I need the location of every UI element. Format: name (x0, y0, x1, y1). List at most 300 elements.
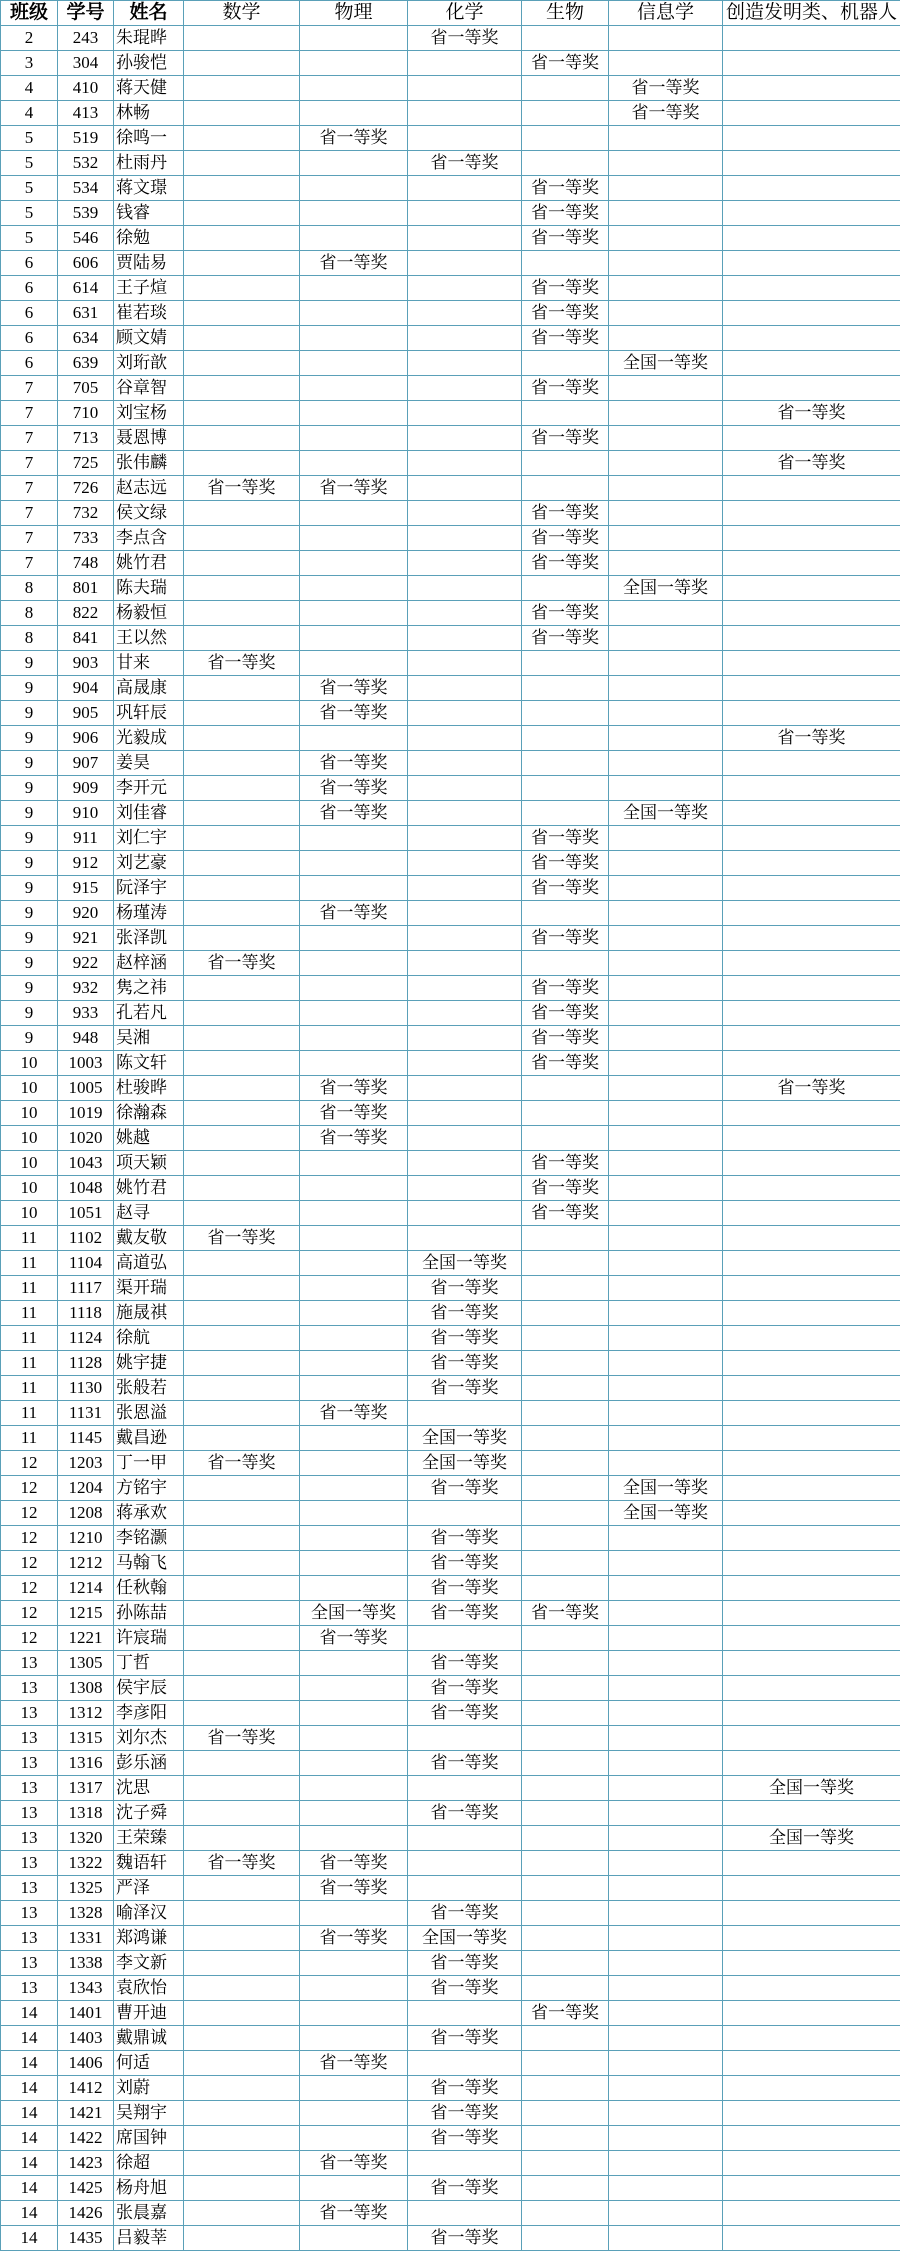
physics-award-cell (300, 276, 408, 301)
biology-award-cell (522, 1101, 609, 1126)
math-award-cell (184, 1676, 300, 1701)
student-id-cell: 1145 (58, 1426, 114, 1451)
informatics-award-cell (609, 726, 723, 751)
class-cell: 9 (1, 726, 58, 751)
invention-award-cell (723, 101, 900, 126)
biology-award-cell (522, 726, 609, 751)
physics-award-cell (300, 1176, 408, 1201)
math-award-cell (184, 251, 300, 276)
class-cell: 7 (1, 376, 58, 401)
invention-award-cell (723, 2226, 900, 2251)
invention-award-cell (723, 1501, 900, 1526)
math-award-cell (184, 1751, 300, 1776)
informatics-award-cell (609, 1176, 723, 1201)
informatics-award-cell (609, 1076, 723, 1101)
biology-award-cell (522, 401, 609, 426)
invention-award-cell (723, 251, 900, 276)
name-cell: 沈子舜 (114, 1801, 184, 1826)
invention-award-cell (723, 1651, 900, 1676)
informatics-award-cell (609, 51, 723, 76)
name-cell: 孔若凡 (114, 1001, 184, 1026)
math-award-cell (184, 1426, 300, 1451)
table-row (1, 1251, 900, 1276)
informatics-award-cell (609, 2151, 723, 2176)
informatics-award-cell: 省一等奖 (609, 101, 723, 126)
informatics-award-cell (609, 1326, 723, 1351)
class-cell: 11 (1, 1401, 58, 1426)
physics-award-cell (300, 1051, 408, 1076)
physics-award-cell (300, 651, 408, 676)
name-cell: 杜骏晔 (114, 1076, 184, 1101)
physics-award-cell: 省一等奖 (300, 126, 408, 151)
physics-award-cell (300, 426, 408, 451)
math-award-cell (184, 601, 300, 626)
table-row (1, 501, 900, 526)
informatics-award-cell: 全国一等奖 (609, 576, 723, 601)
physics-award-cell (300, 1801, 408, 1826)
table-row (1, 1026, 900, 1051)
physics-award-cell (300, 1551, 408, 1576)
biology-award-cell: 省一等奖 (522, 1201, 609, 1226)
student-id-cell: 413 (58, 101, 114, 126)
invention-award-cell (723, 201, 900, 226)
informatics-award-cell (609, 1226, 723, 1251)
math-award-cell (184, 76, 300, 101)
biology-award-cell (522, 1776, 609, 1801)
class-cell: 10 (1, 1126, 58, 1151)
chemistry-award-cell (408, 876, 522, 901)
biology-award-cell (522, 1426, 609, 1451)
informatics-award-cell (609, 1751, 723, 1776)
chemistry-award-cell (408, 1126, 522, 1151)
informatics-award-cell: 全国一等奖 (609, 351, 723, 376)
math-award-cell (184, 1176, 300, 1201)
table-row (1, 1001, 900, 1026)
physics-award-cell: 省一等奖 (300, 1076, 408, 1101)
biology-award-cell (522, 951, 609, 976)
table-row (1, 1576, 900, 1601)
student-id-cell: 904 (58, 676, 114, 701)
name-cell: 任秋翰 (114, 1576, 184, 1601)
math-award-cell (184, 1026, 300, 1051)
student-id-cell: 539 (58, 201, 114, 226)
chemistry-award-cell (408, 576, 522, 601)
class-cell: 7 (1, 451, 58, 476)
physics-award-cell: 省一等奖 (300, 801, 408, 826)
table-row (1, 776, 900, 801)
table-row (1, 1776, 900, 1801)
invention-award-cell (723, 1576, 900, 1601)
class-cell: 5 (1, 226, 58, 251)
physics-award-cell: 省一等奖 (300, 901, 408, 926)
biology-award-cell (522, 1476, 609, 1501)
math-award-cell (184, 1576, 300, 1601)
physics-award-cell (300, 2026, 408, 2051)
invention-award-cell (723, 876, 900, 901)
name-cell: 李文新 (114, 1951, 184, 1976)
biology-award-cell (522, 1401, 609, 1426)
informatics-award-cell (609, 601, 723, 626)
class-cell: 12 (1, 1576, 58, 1601)
math-award-cell (184, 1951, 300, 1976)
table-row (1, 1151, 900, 1176)
student-id-cell: 1343 (58, 1976, 114, 2001)
physics-award-cell: 省一等奖 (300, 476, 408, 501)
math-award-cell (184, 126, 300, 151)
physics-award-cell: 省一等奖 (300, 1851, 408, 1876)
class-cell: 14 (1, 2151, 58, 2176)
math-award-cell (184, 776, 300, 801)
class-cell: 9 (1, 701, 58, 726)
invention-award-cell (723, 1326, 900, 1351)
physics-award-cell: 省一等奖 (300, 1126, 408, 1151)
biology-award-cell (522, 676, 609, 701)
physics-award-cell (300, 1451, 408, 1476)
chemistry-award-cell: 省一等奖 (408, 2226, 522, 2251)
invention-award-cell (723, 951, 900, 976)
math-award-cell (184, 226, 300, 251)
physics-award-cell (300, 176, 408, 201)
name-cell: 徐鸣一 (114, 126, 184, 151)
name-cell: 席国钟 (114, 2126, 184, 2151)
name-cell: 刘宝杨 (114, 401, 184, 426)
math-award-cell (184, 1776, 300, 1801)
table-row (1, 151, 900, 176)
chemistry-award-cell (408, 2201, 522, 2226)
informatics-award-cell (609, 1151, 723, 1176)
informatics-award-cell (609, 2126, 723, 2151)
informatics-award-cell (609, 176, 723, 201)
class-cell: 3 (1, 51, 58, 76)
student-id-cell: 1401 (58, 2001, 114, 2026)
name-cell: 戴昌逊 (114, 1426, 184, 1451)
biology-award-cell (522, 151, 609, 176)
student-id-cell: 639 (58, 351, 114, 376)
invention-award-cell (723, 1351, 900, 1376)
class-cell: 9 (1, 976, 58, 1001)
class-cell: 13 (1, 1951, 58, 1976)
invention-award-cell (723, 2101, 900, 2126)
informatics-award-cell (609, 1276, 723, 1301)
name-cell: 徐航 (114, 1326, 184, 1351)
student-id-cell: 922 (58, 951, 114, 976)
biology-award-cell (522, 1076, 609, 1101)
name-cell: 顾文婧 (114, 326, 184, 351)
name-cell: 丁一甲 (114, 1451, 184, 1476)
table-row (1, 1901, 900, 1926)
informatics-award-cell: 全国一等奖 (609, 1501, 723, 1526)
informatics-award-cell: 全国一等奖 (609, 1476, 723, 1501)
physics-award-cell (300, 1776, 408, 1801)
student-id-cell: 532 (58, 151, 114, 176)
physics-award-cell (300, 51, 408, 76)
biology-award-cell (522, 2201, 609, 2226)
physics-award-cell: 省一等奖 (300, 676, 408, 701)
math-award-cell (184, 676, 300, 701)
biology-award-cell: 省一等奖 (522, 201, 609, 226)
math-award-cell (184, 176, 300, 201)
chemistry-award-cell (408, 1226, 522, 1251)
class-cell: 9 (1, 951, 58, 976)
biology-award-cell: 省一等奖 (522, 1176, 609, 1201)
class-cell: 7 (1, 551, 58, 576)
name-cell: 丁哲 (114, 1651, 184, 1676)
student-id-cell: 1118 (58, 1301, 114, 1326)
invention-award-cell (723, 901, 900, 926)
table-row (1, 326, 900, 351)
table-row (1, 1726, 900, 1751)
chemistry-award-cell (408, 1051, 522, 1076)
student-id-cell: 948 (58, 1026, 114, 1051)
name-cell: 吴湘 (114, 1026, 184, 1051)
physics-award-cell (300, 401, 408, 426)
name-cell: 渠开瑞 (114, 1276, 184, 1301)
chemistry-award-cell (408, 801, 522, 826)
physics-award-cell (300, 601, 408, 626)
informatics-award-cell (609, 226, 723, 251)
physics-award-cell (300, 2001, 408, 2026)
student-id-cell: 614 (58, 276, 114, 301)
table-row (1, 1401, 900, 1426)
biology-award-cell (522, 751, 609, 776)
biology-award-cell (522, 1301, 609, 1326)
invention-award-cell (723, 1926, 900, 1951)
class-cell: 9 (1, 776, 58, 801)
name-cell: 张恩溢 (114, 1401, 184, 1426)
chemistry-award-cell (408, 226, 522, 251)
student-id-cell: 726 (58, 476, 114, 501)
informatics-award-cell (609, 676, 723, 701)
table-row (1, 2051, 900, 2076)
student-id-cell: 710 (58, 401, 114, 426)
math-award-cell (184, 401, 300, 426)
name-cell: 刘仁宇 (114, 826, 184, 851)
chemistry-award-cell: 省一等奖 (408, 1651, 522, 1676)
table-row (1, 1426, 900, 1451)
student-id-cell: 1423 (58, 2151, 114, 2176)
student-id-cell: 546 (58, 226, 114, 251)
class-cell: 13 (1, 1976, 58, 2001)
invention-award-cell (723, 1626, 900, 1651)
name-cell: 杜雨丹 (114, 151, 184, 176)
biology-award-cell (522, 2051, 609, 2076)
math-award-cell (184, 1526, 300, 1551)
invention-award-cell (723, 1276, 900, 1301)
name-cell: 李开元 (114, 776, 184, 801)
name-cell: 崔若琰 (114, 301, 184, 326)
invention-award-cell (723, 926, 900, 951)
class-cell: 7 (1, 426, 58, 451)
invention-award-cell (723, 151, 900, 176)
invention-award-cell (723, 976, 900, 1001)
chemistry-award-cell (408, 1776, 522, 1801)
biology-award-cell: 省一等奖 (522, 501, 609, 526)
biology-award-cell (522, 451, 609, 476)
class-cell: 9 (1, 826, 58, 851)
class-cell: 7 (1, 476, 58, 501)
math-award-cell (184, 1301, 300, 1326)
student-id-cell: 410 (58, 76, 114, 101)
chemistry-award-cell: 省一等奖 (408, 1376, 522, 1401)
class-cell: 9 (1, 751, 58, 776)
student-id-cell: 1221 (58, 1626, 114, 1651)
chemistry-award-cell (408, 351, 522, 376)
informatics-award-cell (609, 326, 723, 351)
math-award-cell (184, 2001, 300, 2026)
class-cell: 7 (1, 526, 58, 551)
invention-award-cell (723, 1901, 900, 1926)
informatics-award-cell (609, 876, 723, 901)
table-row (1, 1626, 900, 1651)
table-row (1, 276, 900, 301)
physics-award-cell: 省一等奖 (300, 2051, 408, 2076)
informatics-award-cell (609, 1651, 723, 1676)
physics-award-cell (300, 576, 408, 601)
table-row (1, 2101, 900, 2126)
chemistry-award-cell (408, 176, 522, 201)
informatics-award-cell (609, 1676, 723, 1701)
header-row (1, 1, 900, 26)
student-id-cell: 304 (58, 51, 114, 76)
header-name: 姓名 (114, 1, 184, 26)
table-row (1, 51, 900, 76)
informatics-award-cell (609, 1901, 723, 1926)
chemistry-award-cell (408, 1501, 522, 1526)
biology-award-cell: 省一等奖 (522, 926, 609, 951)
student-id-cell: 905 (58, 701, 114, 726)
chemistry-award-cell (408, 301, 522, 326)
table-row (1, 1326, 900, 1351)
table-row (1, 1226, 900, 1251)
header-informatics: 信息学 (609, 1, 723, 26)
name-cell: 刘尔杰 (114, 1726, 184, 1751)
class-cell: 13 (1, 1826, 58, 1851)
table-row (1, 701, 900, 726)
physics-award-cell: 全国一等奖 (300, 1601, 408, 1626)
physics-award-cell (300, 1501, 408, 1526)
informatics-award-cell (609, 201, 723, 226)
informatics-award-cell: 省一等奖 (609, 76, 723, 101)
informatics-award-cell (609, 1951, 723, 1976)
student-id-cell: 1315 (58, 1726, 114, 1751)
math-award-cell (184, 1376, 300, 1401)
header-biology: 生物 (522, 1, 609, 26)
name-cell: 刘佳睿 (114, 801, 184, 826)
name-cell: 谷章智 (114, 376, 184, 401)
informatics-award-cell (609, 1426, 723, 1451)
invention-award-cell: 省一等奖 (723, 1076, 900, 1101)
math-award-cell (184, 351, 300, 376)
class-cell: 9 (1, 1001, 58, 1026)
chemistry-award-cell (408, 501, 522, 526)
chemistry-award-cell (408, 101, 522, 126)
informatics-award-cell (609, 126, 723, 151)
student-id-cell: 915 (58, 876, 114, 901)
physics-award-cell (300, 1751, 408, 1776)
chemistry-award-cell: 省一等奖 (408, 1701, 522, 1726)
name-cell: 侯宇辰 (114, 1676, 184, 1701)
table-row (1, 2176, 900, 2201)
math-award-cell: 省一等奖 (184, 651, 300, 676)
invention-award-cell (723, 526, 900, 551)
name-cell: 魏语轩 (114, 1851, 184, 1876)
chemistry-award-cell (408, 251, 522, 276)
table-row (1, 1351, 900, 1376)
biology-award-cell (522, 26, 609, 51)
biology-award-cell (522, 1876, 609, 1901)
class-cell: 7 (1, 501, 58, 526)
table-row (1, 1851, 900, 1876)
student-id-cell: 1003 (58, 1051, 114, 1076)
table-row (1, 1926, 900, 1951)
table-row (1, 1476, 900, 1501)
biology-award-cell (522, 1901, 609, 1926)
math-award-cell (184, 1126, 300, 1151)
table-row (1, 2151, 900, 2176)
name-cell: 杨瑾涛 (114, 901, 184, 926)
class-cell: 13 (1, 1726, 58, 1751)
student-id-cell: 921 (58, 926, 114, 951)
student-id-cell: 841 (58, 626, 114, 651)
class-cell: 4 (1, 76, 58, 101)
informatics-award-cell (609, 1101, 723, 1126)
biology-award-cell: 省一等奖 (522, 851, 609, 876)
student-id-cell: 933 (58, 1001, 114, 1026)
student-id-cell: 1308 (58, 1676, 114, 1701)
name-cell: 赵寻 (114, 1201, 184, 1226)
student-id-cell: 1203 (58, 1451, 114, 1476)
chemistry-award-cell (408, 1726, 522, 1751)
invention-award-cell (723, 1251, 900, 1276)
biology-award-cell (522, 1526, 609, 1551)
informatics-award-cell (609, 1251, 723, 1276)
math-award-cell (184, 1976, 300, 2001)
student-id-cell: 534 (58, 176, 114, 201)
biology-award-cell: 省一等奖 (522, 1601, 609, 1626)
biology-award-cell: 省一等奖 (522, 551, 609, 576)
name-cell: 贾陆易 (114, 251, 184, 276)
physics-award-cell: 省一等奖 (300, 701, 408, 726)
student-id-cell: 1212 (58, 1551, 114, 1576)
physics-award-cell (300, 2176, 408, 2201)
table-row (1, 1376, 900, 1401)
math-award-cell (184, 1201, 300, 1226)
biology-award-cell: 省一等奖 (522, 2001, 609, 2026)
physics-award-cell (300, 1951, 408, 1976)
name-cell: 蒋天健 (114, 76, 184, 101)
student-id-cell: 1338 (58, 1951, 114, 1976)
informatics-award-cell (609, 701, 723, 726)
student-id-cell: 1048 (58, 1176, 114, 1201)
physics-award-cell (300, 1576, 408, 1601)
informatics-award-cell (609, 1126, 723, 1151)
physics-award-cell (300, 1526, 408, 1551)
informatics-award-cell (609, 651, 723, 676)
invention-award-cell (723, 1201, 900, 1226)
math-award-cell (184, 1101, 300, 1126)
header-invention-robotics: 创造发明类、机器人 (723, 1, 900, 26)
name-cell: 吴翔宇 (114, 2101, 184, 2126)
biology-award-cell (522, 1576, 609, 1601)
name-cell: 蒋文璟 (114, 176, 184, 201)
class-cell: 9 (1, 901, 58, 926)
student-id-cell: 1117 (58, 1276, 114, 1301)
invention-award-cell (723, 2026, 900, 2051)
student-id-cell: 932 (58, 976, 114, 1001)
math-award-cell (184, 1501, 300, 1526)
invention-award-cell (723, 476, 900, 501)
name-cell: 林畅 (114, 101, 184, 126)
